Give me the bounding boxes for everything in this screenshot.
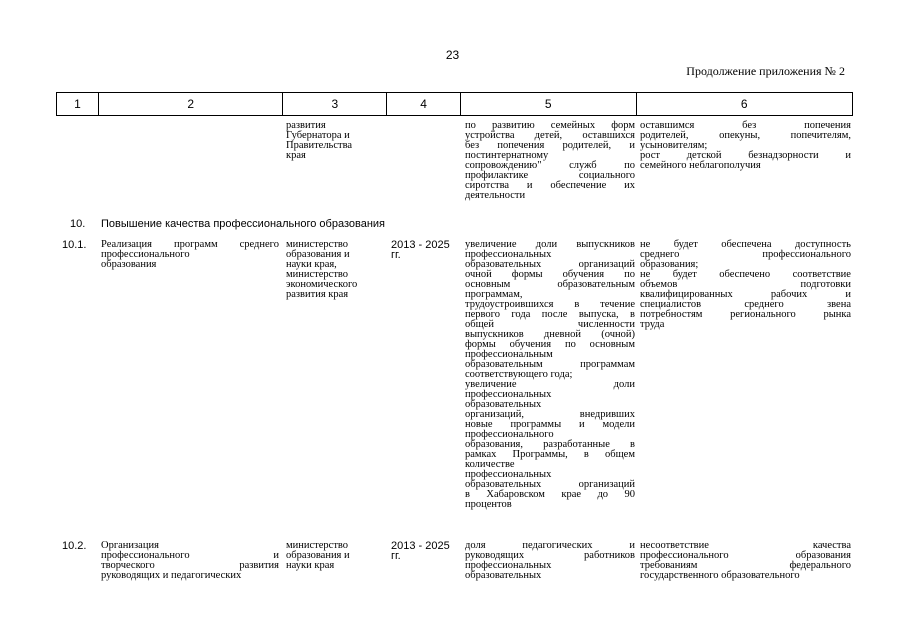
cell-line: министерство	[286, 269, 349, 280]
cell-line: основным образовательным	[465, 279, 635, 290]
row-10-1-number: 10.1.	[62, 239, 87, 251]
cell-line: объемов подготовки	[640, 279, 851, 290]
row-10-2-col2	[101, 541, 279, 581]
cell-line: профессионального и	[101, 550, 279, 561]
cell-line: сопровождению" служб по	[465, 160, 635, 171]
cell-line: усыновителям;	[640, 140, 708, 151]
cell-line: соответствующего года;	[465, 369, 573, 380]
cell-line: руководящих работников	[465, 550, 635, 561]
cell-line: первого года после выпуска, в	[465, 309, 635, 320]
cell-line: формы обучения по основным	[465, 339, 635, 350]
cell-line: образовательных организаций	[465, 479, 635, 490]
section-title: Повышение качества профессионального образования	[101, 218, 386, 230]
cell-line: профилактике социального	[465, 170, 635, 181]
cell-line: науки края	[286, 560, 335, 571]
cell-line: увеличение доли	[465, 379, 635, 390]
cell-line: министерство	[286, 239, 349, 250]
cell-line: образовательных организаций	[465, 259, 635, 270]
cell-line: Реализация программ среднего	[101, 239, 279, 250]
cell-line: профессиональных	[465, 560, 552, 571]
cell-line: увеличение доли выпускников	[465, 239, 635, 250]
cell-line: 2013 - 2025	[391, 540, 450, 552]
cell-line: профессиональных	[465, 249, 552, 260]
cell-line: образования и	[286, 249, 350, 260]
cell-line: министерство	[286, 540, 349, 551]
continued-col5	[465, 121, 635, 201]
cell-line: среднего профессионального	[640, 249, 851, 260]
cell-line: профессиональных	[465, 389, 552, 400]
cell-line: Правительства	[286, 140, 353, 151]
cell-line: специалистов среднего звена	[640, 299, 851, 310]
cell-line: не будет обеспечено соответствие	[640, 269, 851, 280]
cell-line: 2013 - 2025	[391, 239, 450, 251]
cell-line: развития края	[286, 289, 349, 300]
page-number: 23	[445, 48, 460, 62]
continuation-label: Продолжение приложения № 2	[686, 64, 845, 78]
cell-line: образования;	[640, 259, 699, 270]
header-col-2: 2	[99, 93, 284, 115]
header-col-5: 5	[461, 93, 637, 115]
cell-line: рост детской безнадзорности и	[640, 150, 851, 161]
row-10-2-number: 10.2.	[62, 540, 87, 552]
cell-line: экономического	[286, 279, 358, 290]
cell-line: труда	[640, 319, 665, 330]
cell-line: профессиональным	[465, 349, 553, 360]
cell-line: образовательных	[465, 399, 542, 410]
row-10-1-col4	[391, 240, 461, 260]
cell-line: образовательных	[465, 570, 542, 581]
cell-line: образования, разработанные в	[465, 439, 635, 450]
row-10-2-col5	[465, 541, 635, 581]
cell-line: количестве	[465, 459, 515, 470]
cell-line: оставшимся без попечения	[640, 120, 851, 131]
cell-line: общей численности	[465, 319, 635, 330]
cell-line: без попечения родителей, и	[465, 140, 635, 151]
cell-line: организаций, внедривших	[465, 409, 635, 420]
header-col-6: 6	[740, 97, 748, 111]
cell-line: квалифицированных рабочих и	[640, 289, 851, 300]
cell-line: образования и	[286, 550, 350, 561]
cell-line: гг.	[391, 550, 401, 562]
row-10-2-col6	[640, 541, 851, 581]
cell-line: новые программы и модели	[465, 419, 635, 430]
cell-line: сиротства и обеспечение их	[465, 180, 635, 191]
cell-line: устройства детей, оставшихся	[465, 130, 635, 141]
header-col-3: 3	[283, 93, 387, 115]
cell-line: процентов	[465, 499, 512, 510]
table-header-row	[56, 92, 853, 116]
cell-line: Губернатора и	[286, 130, 350, 141]
section-number: 10.	[70, 218, 86, 230]
cell-line: доля педагогических и	[465, 540, 635, 551]
header-col-4: 4	[387, 93, 461, 115]
cell-line: профессионального	[465, 429, 554, 440]
cell-line: выпускников дневной (очной)	[465, 329, 635, 340]
row-10-1-col6	[640, 240, 851, 330]
continued-col3	[286, 121, 386, 161]
cell-line: деятельности	[465, 190, 526, 201]
cell-line: родителей, опекуны, попечителям,	[640, 130, 851, 141]
cell-line: очной формы обучения по	[465, 269, 635, 280]
cell-line: творческого развития	[101, 560, 279, 571]
header-col-1: 1	[57, 93, 99, 115]
cell-line: несоответствие качества	[640, 540, 851, 551]
cell-line: науки края,	[286, 259, 337, 270]
cell-line: требованиям федерального	[640, 560, 851, 571]
row-10-1-col5	[465, 240, 635, 510]
cell-line: образования	[101, 259, 157, 270]
cell-line: рамках Программы, в общем	[465, 449, 635, 460]
cell-line: профессиональных	[465, 469, 552, 480]
cell-line: профессионального образования	[640, 550, 851, 561]
cell-line: гг.	[391, 249, 401, 261]
cell-line: трудоустроившихся в течение	[465, 299, 635, 310]
row-10-2-col3	[286, 541, 386, 571]
cell-line: потребностям регионального рынка	[640, 309, 851, 320]
cell-line: в Хабаровском крае до 90	[465, 489, 635, 500]
cell-line: Организация	[101, 540, 159, 551]
cell-line: государственного образовательного	[640, 570, 800, 581]
row-10-1-col3	[286, 240, 386, 300]
cell-line: образовательным программам	[465, 359, 635, 370]
cell-line: семейного неблагополучия	[640, 160, 761, 171]
cell-line: профессионального	[101, 249, 190, 260]
cell-line: края	[286, 150, 306, 161]
cell-line: развития	[286, 120, 326, 131]
cell-line: постинтернатному	[465, 150, 549, 161]
row-10-1-col2	[101, 240, 279, 270]
cell-line: не будет обеспечена доступность	[640, 239, 851, 250]
cell-line: по развитию семейных форм	[465, 120, 635, 131]
cell-line: руководящих и педагогических	[101, 570, 242, 581]
continued-col6	[640, 121, 851, 171]
cell-line: программам,	[465, 289, 523, 300]
row-10-2-col4	[391, 541, 461, 561]
